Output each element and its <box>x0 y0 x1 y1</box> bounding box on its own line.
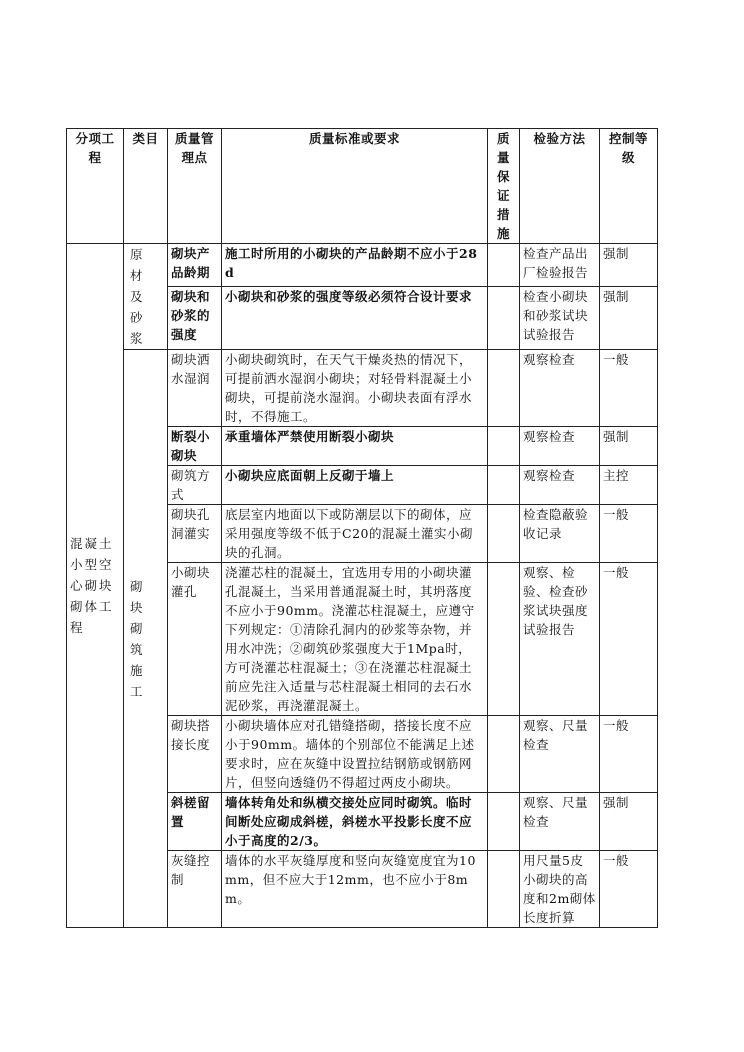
standard-text: 小砌块应底面朝上反砌于墙上 <box>222 466 488 505</box>
measure-cell <box>488 563 520 716</box>
measure-cell <box>488 793 520 851</box>
method-text: 观察、尺量检查 <box>520 793 600 851</box>
control-point: 灰缝控制 <box>168 851 222 928</box>
level-text: 一般 <box>600 350 658 427</box>
category-masonry: 砌块砌筑施工 <box>124 350 168 928</box>
measure-cell <box>488 286 520 349</box>
measure-cell <box>488 716 520 793</box>
control-point: 小砌块灌孔 <box>168 563 222 716</box>
method-text: 观察检查 <box>520 427 600 466</box>
measure-cell <box>488 851 520 928</box>
category-materials: 原材及砂浆 <box>124 244 168 350</box>
header-standard: 质量标准或要求 <box>222 129 488 244</box>
control-point: 砌块和砂浆的强度 <box>168 286 222 349</box>
control-point: 砌块孔洞灌实 <box>168 505 222 563</box>
standard-text: 小砌块墙体应对孔错缝搭砌，搭接长度不应小于90mm。墙体的个别部位不能满足上述要求时，应在灰缝中设置拉结钢筋或钢筋网片，但竖向透缝仍不得超过两皮小砌块。 <box>222 716 488 793</box>
control-point: 砌筑方式 <box>168 466 222 505</box>
quality-standard-table <box>66 128 658 928</box>
method-text: 观察、尺量检查 <box>520 716 600 793</box>
header-division: 分项工程 <box>67 129 124 244</box>
division-name: 混凝土小型空心砌块砌体工程 <box>67 244 124 928</box>
standard-text: 墙体的水平灰缝厚度和竖向灰缝宽度宜为10mm，但不应大于12mm，也不应小于8mm。 <box>222 851 488 928</box>
level-text: 强制 <box>600 244 658 287</box>
method-text: 检查产品出厂检验报告 <box>520 244 600 287</box>
method-text: 观察检查 <box>520 466 600 505</box>
level-text: 主控 <box>600 466 658 505</box>
standard-text: 施工时所用的小砌块的产品龄期不应小于28d <box>222 244 488 287</box>
level-text: 一般 <box>600 505 658 563</box>
method-text: 观察、检验、检查砂浆试块强度试验报告 <box>520 563 600 716</box>
standard-text: 小砌块和砂浆的强度等级必须符合设计要求 <box>222 286 488 349</box>
standard-text: 浇灌芯柱的混凝土，宜选用专用的小砌块灌孔混凝土，当采用普通混凝土时，其坍落度不应小于90mm。浇灌芯柱混凝土，应遵守下列规定：①清除孔洞内的砂浆等杂物，并用水冲洗；②砌筑砂浆强度大于1Mpa时，方可浇灌芯柱混凝土；③在浇灌芯柱混凝土前应先注入适量与芯柱混凝土相同的去石水泥砂浆，再浇灌混凝土。 <box>222 563 488 716</box>
level-text: 强制 <box>600 427 658 466</box>
method-text: 观察检查 <box>520 350 600 427</box>
method-text: 检查小砌块和砂浆试块试验报告 <box>520 286 600 349</box>
header-level: 控制等级 <box>600 129 658 244</box>
measure-cell <box>488 466 520 505</box>
level-text: 一般 <box>600 851 658 928</box>
method-text: 检查隐蔽验收记录 <box>520 505 600 563</box>
measure-cell <box>488 427 520 466</box>
level-text: 强制 <box>600 793 658 851</box>
control-point: 斜槎留置 <box>168 793 222 851</box>
standard-text: 底层室内地面以下或防潮层以下的砌体，应采用强度等级不低于C20的混凝土灌实小砌块的孔洞。 <box>222 505 488 563</box>
control-point: 砌块搭接长度 <box>168 716 222 793</box>
header-measure: 质 量 保 证 措 施 <box>488 129 520 244</box>
header-method: 检验方法 <box>520 129 600 244</box>
measure-cell <box>488 244 520 287</box>
standard-text: 墙体转角处和纵横交接处应同时砌筑。临时间断处应砌成斜槎，斜槎水平投影长度不应小于高度的2/3。 <box>222 793 488 851</box>
measure-cell <box>488 350 520 427</box>
level-text: 强制 <box>600 286 658 349</box>
control-point: 砌块洒水湿润 <box>168 350 222 427</box>
measure-cell <box>488 505 520 563</box>
control-point: 砌块产品龄期 <box>168 244 222 287</box>
method-text: 用尺量5皮小砌块的高度和2m砌体长度折算 <box>520 851 600 928</box>
standard-text: 承重墙体严禁使用断裂小砌块 <box>222 427 488 466</box>
table-row <box>67 244 658 287</box>
level-text: 一般 <box>600 563 658 716</box>
table-row <box>67 350 658 427</box>
standard-text: 小砌块砌筑时，在天气干燥炎热的情况下，可提前洒水湿润小砌块；对轻骨料混凝土小砌块，可提前浇水湿润。小砌块表面有浮水时，不得施工。 <box>222 350 488 427</box>
header-row <box>67 129 658 244</box>
level-text: 一般 <box>600 716 658 793</box>
control-point: 断裂小砌块 <box>168 427 222 466</box>
header-control-point: 质量管理点 <box>168 129 222 244</box>
header-category: 类目 <box>124 129 168 244</box>
